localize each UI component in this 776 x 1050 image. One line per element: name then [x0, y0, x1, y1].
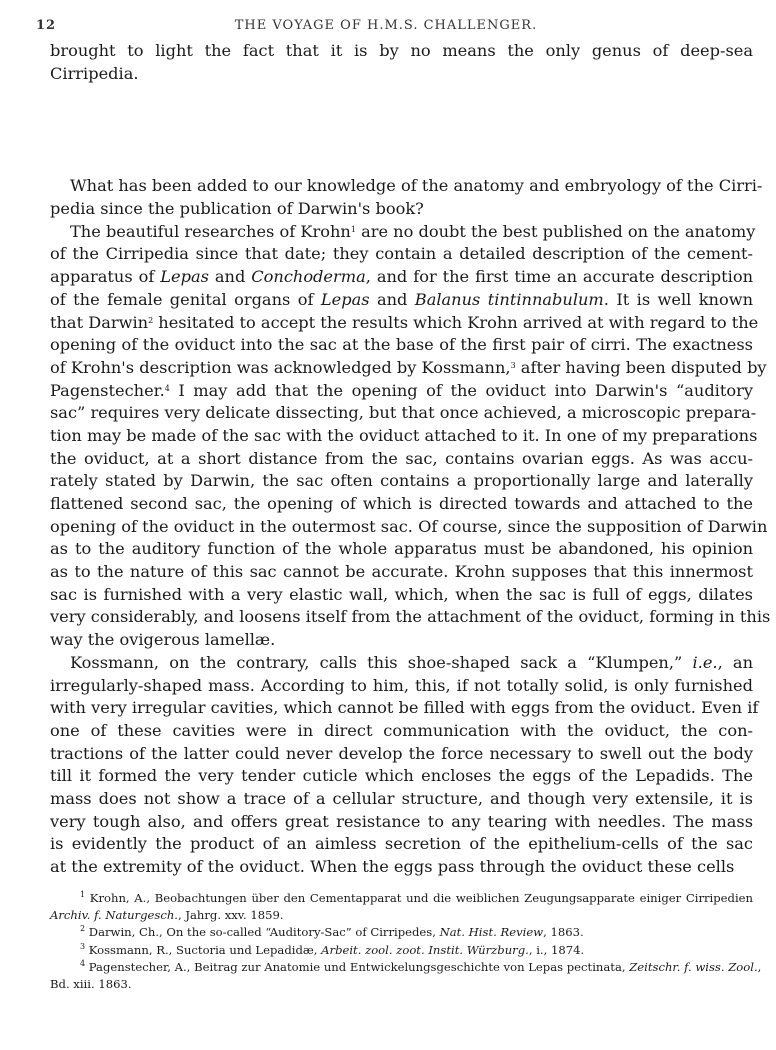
footnote-marker: 2	[80, 924, 86, 934]
text-run: pedia since the publication of Darwin's book?	[50, 199, 424, 219]
text-run: are no doubt the best published on the anatomy	[355, 221, 756, 241]
italic-text: Lepas	[160, 267, 209, 287]
body-line	[50, 675, 753, 698]
italic-text: Zeitschr. f. wiss. Zool.	[629, 959, 758, 974]
body-line	[50, 380, 753, 403]
text-run: that Darwin	[50, 312, 149, 332]
text-run: Cirripedia.	[50, 63, 139, 83]
body-line	[50, 266, 753, 289]
body-line	[50, 312, 759, 335]
footnote-line	[50, 907, 753, 924]
body-line	[50, 470, 753, 493]
text-run: , Jahrg. xxv. 1859.	[177, 908, 284, 923]
body-text	[50, 40, 771, 879]
body-line	[50, 697, 759, 720]
text-run: as to the auditory function of the whole apparatus must be abandoned, his opinion	[50, 539, 753, 559]
body-line	[50, 811, 753, 834]
italic-text: Arbeit. zool. zoot. Instit. Würzburg.	[321, 942, 529, 957]
body-line	[50, 448, 753, 471]
page-number: 12	[36, 18, 57, 33]
body-line	[50, 833, 753, 856]
text-run: way the ovigerous lamellæ.	[50, 630, 276, 650]
body-line	[50, 175, 763, 198]
italic-text: Nat. Hist. Review	[439, 925, 544, 940]
text-run: Pagenstecher.	[50, 380, 165, 400]
body-line	[50, 63, 753, 86]
text-run: tion may be made of the sac with the oviduct attached to it. In one of my preparations	[50, 425, 758, 445]
footnote-marker: 4	[80, 958, 86, 968]
text-run: sac is furnished with a very elastic wall, which, when the sac is full of eggs, dilates	[50, 584, 753, 604]
text-run: , an	[717, 652, 754, 672]
text-run: Bd. xiii. 1863.	[50, 976, 132, 991]
text-run: hesitated to accept the results which Krohn arrived at with regard to the	[153, 312, 759, 332]
text-run: tractions of the latter could never develop the force necessary to swell out the body	[50, 743, 753, 763]
body-line	[50, 425, 758, 448]
text-run: rately stated by Darwin, the sac often contains a proportionally large and laterally	[50, 471, 753, 491]
text-run: apparatus of	[50, 267, 161, 287]
body-line	[50, 788, 753, 811]
body-line	[50, 493, 753, 516]
italic-text: Balanus tintinnabulum	[414, 289, 604, 309]
text-run: of the Cirripedia since that date; they contain a detailed description of the cement-	[50, 244, 753, 264]
footnote-marker: 3	[510, 360, 516, 370]
footnote-marker: 3	[80, 941, 86, 951]
text-run: at the extremity of the oviduct. When the eggs pass through the oviduct these cells	[50, 857, 735, 876]
italic-text: Lepas	[320, 289, 370, 309]
body-line	[50, 516, 768, 539]
footnote-line	[50, 890, 753, 907]
body-line	[50, 538, 753, 561]
body-line	[50, 221, 756, 244]
text-run: after having been disputed by	[515, 357, 767, 377]
body-line	[50, 743, 753, 766]
body-line	[50, 334, 753, 357]
text-run: till it formed the very tender cuticle which encloses the eggs of the Lepadids. The	[50, 766, 753, 786]
footnote-marker: 1	[80, 890, 86, 899]
body-line	[50, 856, 753, 879]
footnote-line	[50, 976, 753, 993]
text-run: The beautiful researches of Krohn	[70, 221, 351, 241]
text-run: and	[208, 267, 252, 287]
body-line	[50, 652, 753, 675]
italic-text: i.e.	[692, 652, 718, 672]
footnote-marker: 2	[148, 315, 154, 325]
body-line	[50, 720, 753, 743]
text-run: , 1863.	[543, 925, 584, 940]
body-line	[50, 357, 767, 380]
text-run: flattened second sac, the opening of which is directed towards and attached to the	[50, 494, 753, 513]
text-run: I may add that the opening of the oviduct into Darwin's “auditory	[169, 380, 753, 400]
text-run: ,	[757, 959, 762, 974]
footnote-line	[50, 958, 762, 976]
text-run: of the female genital organs of	[50, 289, 321, 309]
text-run: Krohn, A., Beobachtungen über den Cementapparat und die weiblichen Zeugungsapparate einiger Cirripedien	[85, 891, 753, 905]
text-run: of Krohn's description was acknowledged by Kossmann,	[50, 357, 511, 377]
text-run: , i., 1874.	[528, 942, 585, 957]
body-line	[50, 40, 753, 63]
footnote-line	[50, 924, 753, 941]
text-run: Kossmann, on the contrary, calls this shoe-shaped sack a “Klumpen,”	[70, 652, 693, 672]
text-run: sac” requires very delicate dissecting, but that once achieved, a microscopic prepara-	[50, 403, 757, 423]
body-line	[50, 606, 771, 629]
body-line	[50, 198, 753, 221]
body-line	[50, 289, 753, 312]
text-run: irregularly-shaped mass. According to him, this, if not totally solid, is only furnished	[50, 675, 753, 695]
body-line	[50, 765, 753, 788]
body-line	[50, 561, 753, 584]
text-run: and	[369, 289, 415, 309]
footnotes	[50, 890, 762, 993]
text-run: , and for the first time an accurate description	[365, 267, 754, 287]
text-run: is evidently the product of an aimless secretion of the epithelium-cells of the sac	[50, 834, 753, 854]
text-run: Darwin, Ch., On the so-called “Auditory-Sac” of Cirripedes,	[85, 925, 440, 940]
text-run: with very irregular cavities, which cannot be filled with eggs from the oviduct. Even if	[50, 698, 759, 718]
text-run: What has been added to our knowledge of the anatomy and embryology of the Cirri-	[70, 176, 763, 196]
text-run: mass does not show a trace of a cellular structure, and though very extensile, it is	[50, 788, 753, 808]
text-run: one of these cavities were in direct communication with the oviduct, the con-	[50, 720, 753, 740]
body-line	[50, 629, 753, 652]
text-run: opening of the oviduct into the sac at the base of the first pair of cirri. The exactness	[50, 335, 753, 355]
italic-text: Archiv. f. Naturgesch.	[50, 908, 178, 923]
paragraph-gap	[50, 85, 753, 175]
text-run: brought to light the fact that it is by no means the only genus of deep-sea	[50, 41, 753, 60]
footnote-marker: 1	[350, 224, 356, 234]
text-run: . It is well known	[603, 289, 753, 309]
text-run: Pagenstecher, A., Beitrag zur Anatomie und Entwickelungsgeschichte von Lepas pectinata,	[85, 959, 630, 974]
body-line	[50, 402, 757, 425]
text-run: as to the nature of this sac cannot be accurate. Krohn supposes that this innermost	[50, 562, 753, 582]
footnote-marker: 4	[164, 383, 170, 393]
text-run: Kossmann, R., Suctoria und Lepadidæ,	[85, 942, 322, 957]
running-title: THE VOYAGE OF H.M.S. CHALLENGER.	[234, 18, 538, 33]
text-run: opening of the oviduct in the outermost sac. Of course, since the supposition of Darwin	[50, 516, 768, 536]
italic-text: Conchoderma	[251, 267, 366, 287]
text-run: very considerably, and loosens itself from the attachment of the oviduct, forming in this	[50, 607, 771, 627]
text-run: very tough also, and offers great resistance to any tearing with needles. The mass	[50, 811, 753, 831]
footnote-line	[50, 942, 753, 959]
text-run: the oviduct, at a short distance from the sac, contains ovarian eggs. As was accu-	[50, 448, 753, 468]
body-line	[50, 243, 753, 266]
body-line	[50, 584, 753, 607]
